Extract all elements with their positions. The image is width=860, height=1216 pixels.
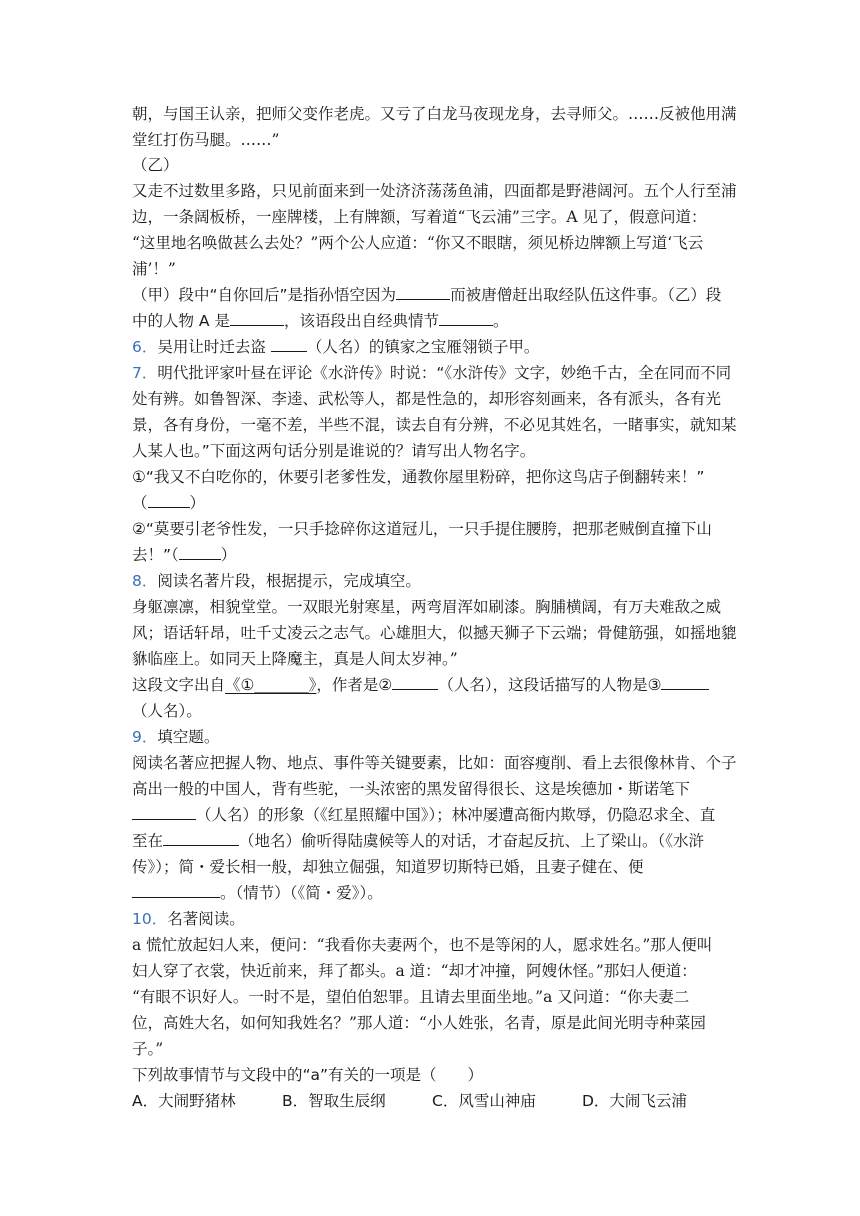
- question-text: ，该语段出自经典情节: [283, 312, 439, 330]
- question-text: （人名），这段话描写的人物是③: [438, 676, 662, 694]
- question-text: 。: [492, 312, 509, 330]
- question-line: ①“我又不白吃你的，休要引老爹性发，通教你屋里粉碎，把你这鸟店子倒翻转来！”: [132, 468, 705, 486]
- question-text: 阅读名著片段，根据提示，完成填空。: [157, 572, 421, 590]
- question-6: [132, 337, 539, 357]
- question-number: 7．: [132, 364, 158, 382]
- question-number: 8．: [132, 572, 158, 590]
- answer-blank[interactable]: [148, 493, 190, 508]
- book-title-blank[interactable]: 《①_______》: [225, 676, 317, 694]
- answer-blank[interactable]: [661, 675, 709, 690]
- answer-blank[interactable]: [132, 805, 196, 820]
- question-line: 高出一般的中国人，背有些驼，一头浓密的黑发留得很长、这是埃德加・斯诺笔下: [132, 780, 691, 798]
- question-line: [132, 675, 709, 695]
- question-number: 9．: [132, 728, 158, 746]
- question-line: [132, 831, 704, 851]
- section-label: （乙）: [132, 156, 179, 174]
- question-text: 填空题。: [157, 728, 220, 746]
- question-text: （地名）偷听得陆虞候等人的对话，才奋起反抗、上了梁山。（《水浒: [239, 832, 705, 850]
- passage-line: 风；语话轩昂，吐千丈凌云之志气。心雄胆大，似撼天狮子下云端；骨健筋强，如摇地貔: [132, 624, 737, 642]
- passage-line: 边，一条阔板桥，一座牌楼，上有牌额，写着道“飞云浦”三字。A 见了，假意问道：: [132, 208, 707, 226]
- question-7: [132, 363, 731, 383]
- passage-line: 浦’！”: [132, 260, 176, 278]
- question-text: 吴用让时迁去盗: [157, 338, 271, 356]
- answer-blank[interactable]: [179, 545, 221, 560]
- question-line: [132, 883, 383, 903]
- question-text: （人名）的形象（《红星照耀中国》）；林冲屡遭高衙内欺辱，仍隐忍求全、直: [196, 806, 716, 824]
- question-number: 10．: [132, 910, 168, 928]
- question-10: [132, 909, 245, 929]
- question-text: （甲）段中“自你回后”是指孙悟空因为: [132, 286, 397, 304]
- question-text: 名著阅读。: [167, 910, 245, 928]
- passage-line: 朝，与国王认亲，把师父变作老虎。又亏了白龙马夜现龙身，去寻师父。……反被他用满: [132, 105, 737, 123]
- passage-line: 子。”: [132, 1040, 164, 1058]
- question-line: 传》）；简・爱长相一般，却独立倔强，知道罗切斯特已婚，且妻子健在、便: [132, 858, 644, 876]
- question-text: （人名）的镇家之宝雁翎锁子甲。: [306, 338, 540, 356]
- question-line: ②“莫要引老爷性发，一只手捻碎你这道冠儿，一只手提住腰胯，把那老贼倒直撞下山: [132, 520, 712, 538]
- question-9: [132, 727, 219, 747]
- answer-blank[interactable]: [396, 285, 450, 300]
- passage-line: 妇人穿了衣裳，快近前来，拜了都头。a 道：“却才冲撞，阿嫂休怪。”那妇人便道：: [132, 962, 697, 980]
- question-line: [132, 311, 509, 331]
- passage-line: “有眼不识好人。一时不是，望伯伯恕罪。且请去里面坐地。”a 又问道：“你夫妻二: [132, 988, 690, 1006]
- paren-close: ）: [220, 546, 237, 564]
- question-text: 中的人物 A 是: [132, 312, 230, 330]
- passage-line: 堂红打伤马腿。……”: [132, 131, 280, 149]
- passage-line: a 慌忙放起妇人来，便问：“我看你夫妻两个，也不是等闲的人，愿求姓名。”那人便叫: [132, 936, 713, 954]
- question-line: （人名）。: [132, 702, 202, 720]
- answer-blank[interactable]: [392, 675, 438, 690]
- question-text: 去！”（: [132, 546, 179, 564]
- question-number: 6．: [132, 338, 158, 356]
- passage-line: 又走不过数里多路，只见前面来到一处济济荡荡鱼浦，四面都是野港阔河。五个人行至浦: [132, 182, 737, 200]
- passage-line: “这里地名唤做甚么去处？”两个公人应道：“你又不眼瞎，须见桥边牌额上写道‘飞云: [132, 234, 704, 252]
- question-line: 景，各有身份，一毫不差，半些不混，读去自有分辨，不必见其姓名，一睹事实，就知某: [132, 416, 737, 434]
- option-d[interactable]: D．大闹飞云浦: [582, 1092, 687, 1110]
- question-8: [132, 571, 421, 591]
- passage-line: 身躯凛凛，相貌堂堂。一双眼光射寒星，两弯眉浑如刷漆。胸脯横阔，有万夫难敌之威: [132, 598, 722, 616]
- question-line: 阅读名著应把握人物、地点、事件等关键要素，比如：面容瘦削、看上去很像林肯、个子: [132, 754, 737, 772]
- paren-close: ）: [189, 494, 206, 512]
- answer-blank[interactable]: [271, 337, 307, 352]
- question-text: ，作者是②: [316, 676, 393, 694]
- question-line: 处有辨。如鲁智深、李逵、武松等人，都是性急的，却形容刻画来，各有派头，各有光: [132, 390, 722, 408]
- question-text: 明代批评家叶昼在评论《水浒传》时说：“《水浒传》文字，妙绝千古，全在同而不同: [157, 364, 732, 382]
- option-a[interactable]: A．大闹野猪林: [132, 1092, 236, 1110]
- option-c[interactable]: C．风雪山神庙: [432, 1092, 536, 1110]
- passage-line: 位，高姓大名，如何知我姓名？”那人道：“小人姓张，名青，原是此间光明寺种菜园: [132, 1014, 706, 1032]
- question-text: 至在: [132, 832, 164, 850]
- question-text: 而被唐僧赶出取经队伍这件事。（乙）段: [450, 286, 722, 304]
- question-line: [132, 805, 715, 825]
- question-line: 下列故事情节与文段中的“a”有关的一项是（ ）: [132, 1066, 484, 1084]
- answer-blank[interactable]: [230, 311, 284, 326]
- question-text: 这段文字出自: [132, 676, 226, 694]
- question-line: [132, 545, 236, 565]
- answer-blank[interactable]: [163, 831, 239, 846]
- answer-blank[interactable]: [132, 883, 220, 898]
- question-text: 。（情节）（《简・爱》）。: [220, 884, 383, 902]
- option-b[interactable]: B．智取生辰纲: [282, 1092, 386, 1110]
- question-line: [132, 285, 721, 305]
- passage-line: 貅临座上。如同天上降魔主，真是人间太岁神。”: [132, 650, 458, 668]
- question-line: [132, 493, 205, 513]
- answer-blank[interactable]: [439, 311, 493, 326]
- question-line: 人某人也。”下面这两句话分别是谁说的？请写出人物名字。: [132, 442, 536, 460]
- paren-open: （: [132, 494, 148, 512]
